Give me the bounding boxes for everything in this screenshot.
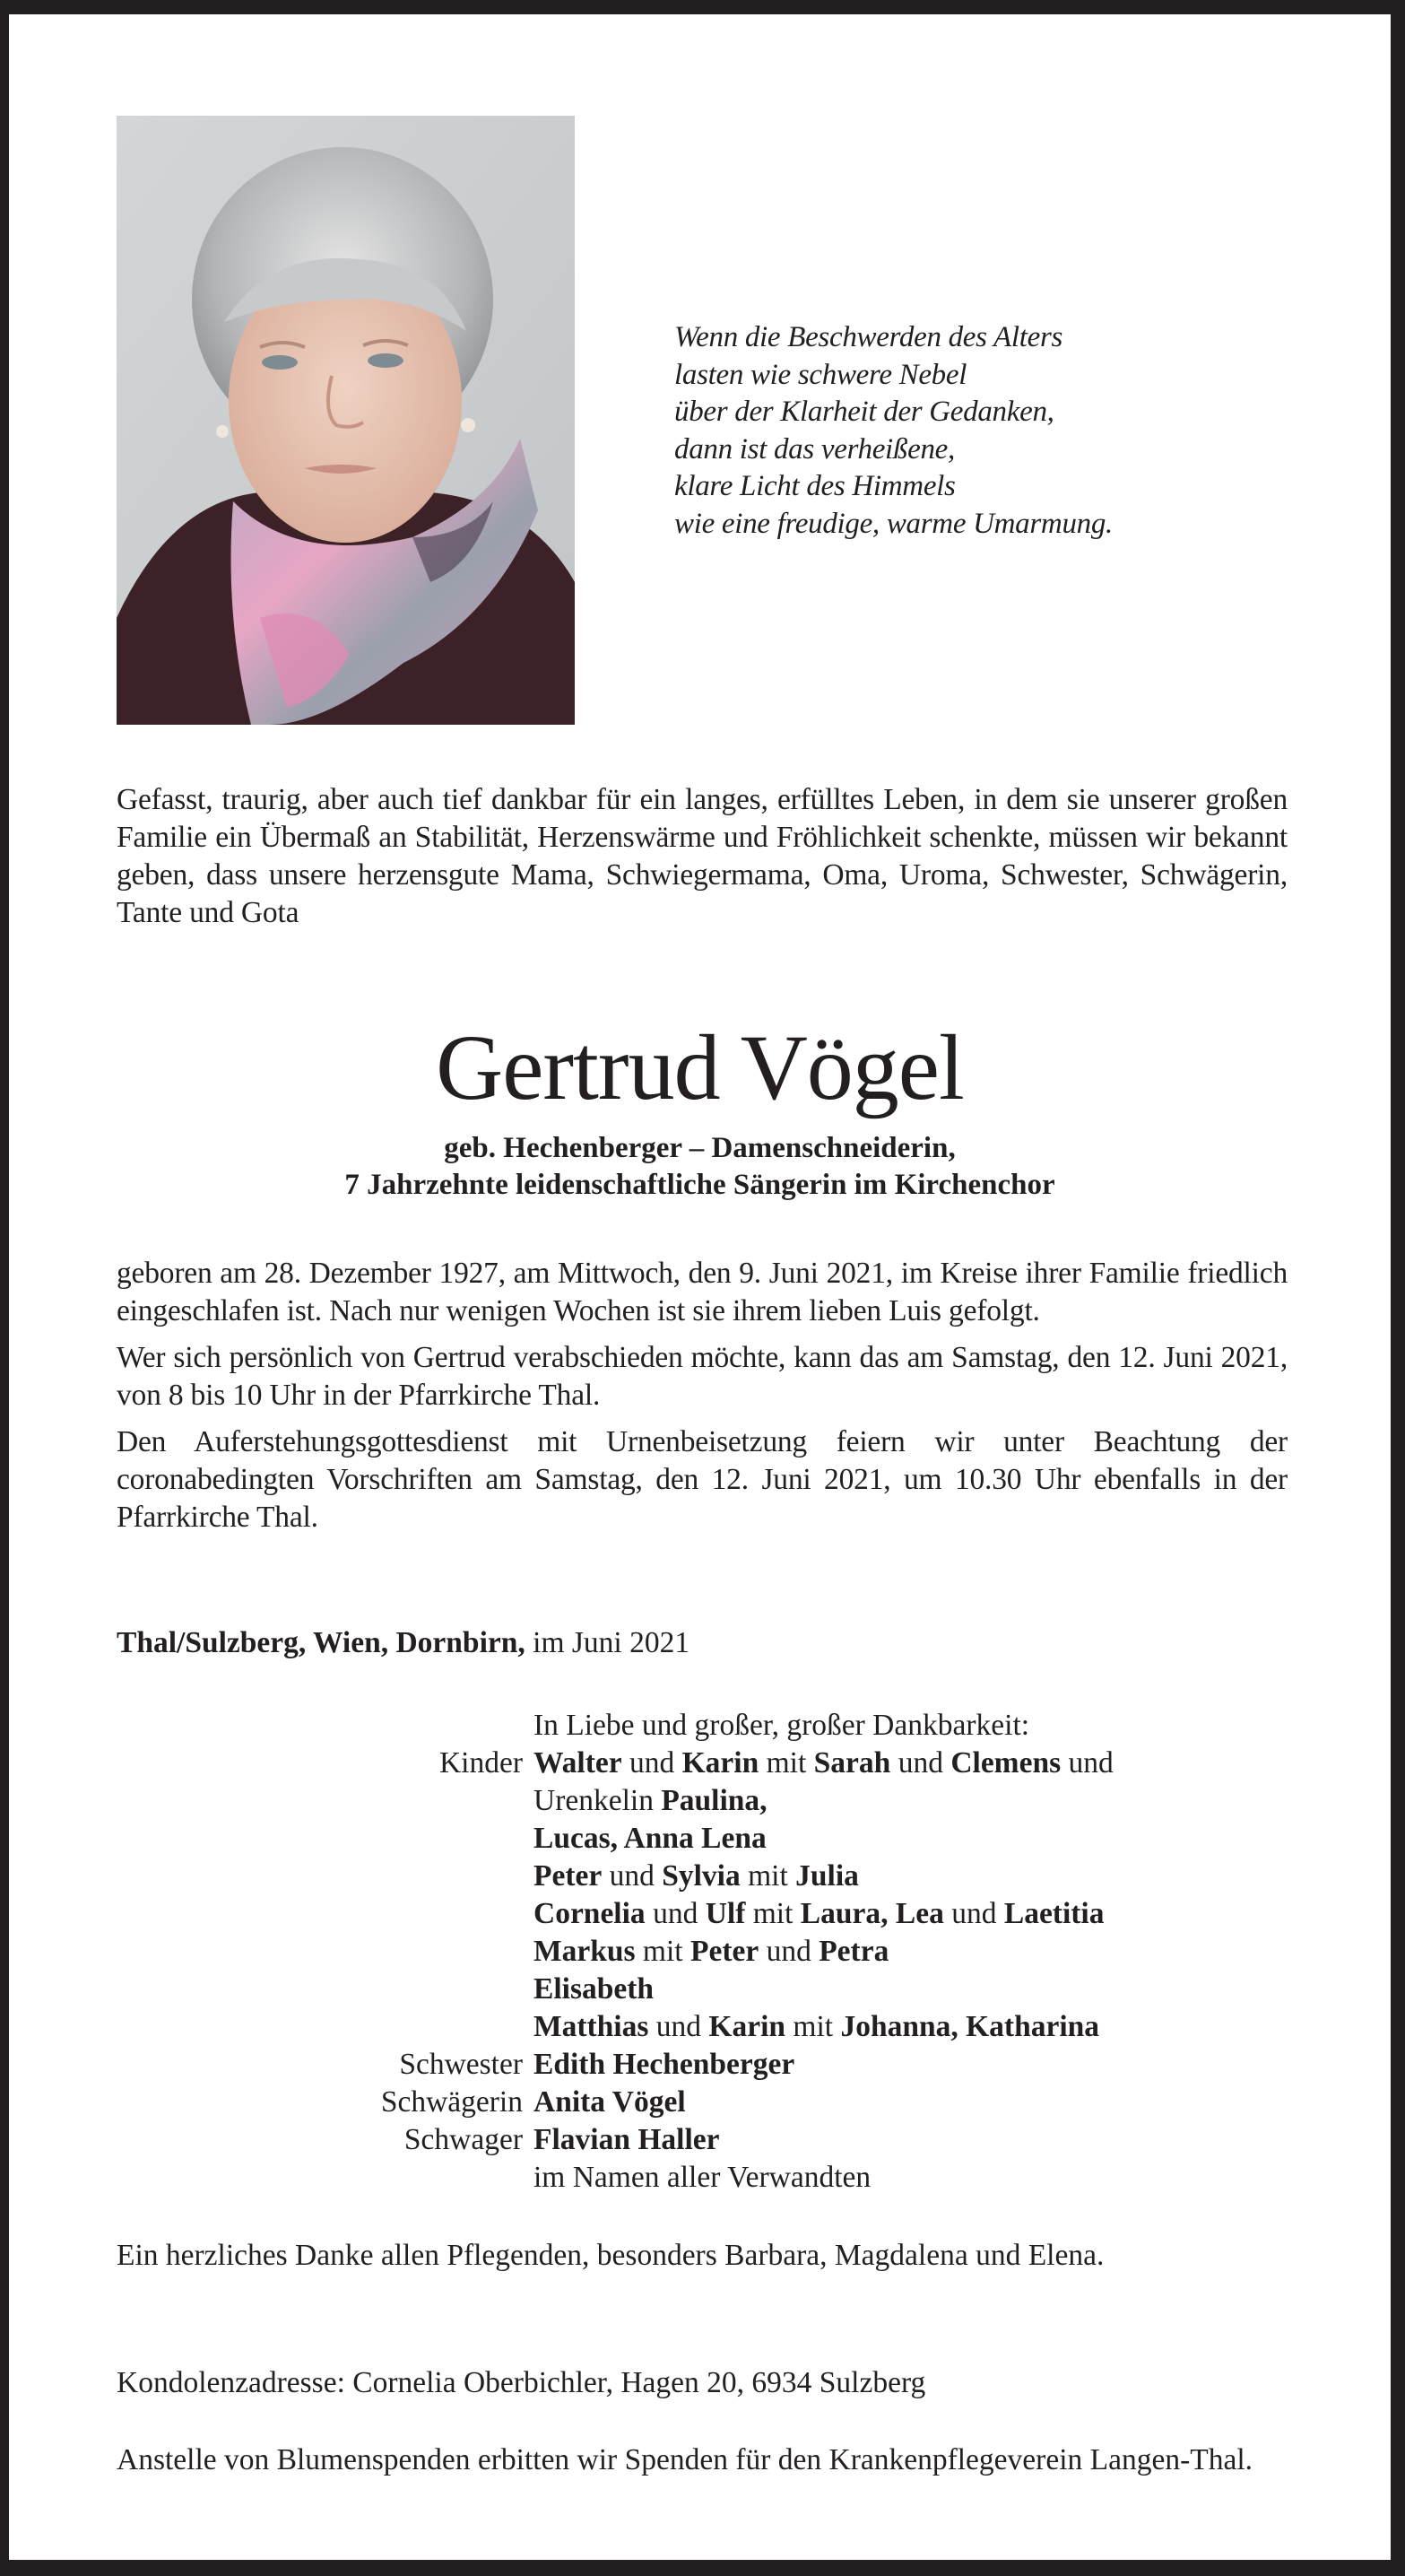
- mourner-name: Markus: [533, 1935, 636, 1968]
- subtitle-line: 7 Jahrzehnte leidenschaftliche Sängerin im Kirchenchor: [344, 1169, 1055, 1201]
- mourner-name: Edith Hechenberger: [533, 2048, 795, 2081]
- paragraph-death: geboren am 28. Dezember 1927, am Mittwoch, den 9. Juni 2021, im Kreise ihrer Familie friedlich eingeschlafen ist. Nach nur wenigen Wochen ist sie ihrem lieben Luis gefolgt.: [117, 1257, 1288, 1327]
- connector-text: mit: [745, 1897, 801, 1930]
- mourner-name: Cornelia: [533, 1897, 646, 1930]
- mourner-names: [533, 1782, 768, 1820]
- connector-text: und: [890, 1746, 951, 1780]
- portrait-photo: [117, 116, 575, 725]
- mourner-name: Petra: [819, 1935, 889, 1968]
- mourners-list: [350, 1745, 1114, 2197]
- poem-line: lasten wie schwere Nebel: [674, 358, 967, 391]
- mourner-name: Paulina,: [661, 1784, 768, 1817]
- mourner-relation: Schwager: [403, 2123, 523, 2156]
- mourner-names: [533, 2159, 871, 2197]
- deceased-name: Gertrud Vögel: [436, 1016, 964, 1119]
- mourner-name: Peter: [533, 1859, 603, 1893]
- mourner-relation: [350, 1933, 533, 1971]
- place-locations: Thal/Sulzberg, Wien, Dornbirn,: [117, 1626, 525, 1659]
- condolence-address: Kondolenzadresse: Cornelia Oberbichler, Hagen 20, 6934 Sulzberg: [117, 2366, 926, 2399]
- mourner-name: Karin: [708, 2010, 786, 2043]
- mourner-relation: [350, 2159, 533, 2197]
- intro-paragraph: Gefasst, traurig, aber auch tief dankbar für ein langes, erfülltes Leben, in dem sie unserer großen Familie ein Übermaß an Stabilität, Herzenswärme und Fröhlichkeit schenkte, müssen wir bekannt geben, dass unsere herzensgute Mama, Schwiegermama, Oma, Uroma, Schwester, Schwägerin, Tante und Gota: [117, 783, 1288, 929]
- mourner-names: [533, 2121, 720, 2159]
- mourner-relation: Schwester: [399, 2048, 523, 2081]
- connector-text: und: [1061, 1746, 1114, 1780]
- connector-text: im Namen aller Verwandten: [533, 2161, 872, 2194]
- mourner-row: [350, 2084, 1114, 2121]
- mourner-row: [350, 1782, 1114, 1820]
- mourner-relation: [350, 2008, 533, 2046]
- mourner-row: [350, 1858, 1114, 1895]
- connector-text: und: [621, 1746, 682, 1780]
- mourner-names: [533, 2008, 1099, 2046]
- paragraph-farewell: Wer sich persönlich von Gertrud verabschieden möchte, kann das am Samstag, den 12. Juni 2021, von 8 bis 10 Uhr in der Pfarrkirche Thal.: [117, 1341, 1288, 1412]
- obituary-page: [9, 14, 1391, 2560]
- place-date: im Juni 2021: [533, 1626, 690, 1659]
- mourner-relation: [350, 1971, 533, 2008]
- mourner-name: Anita Vögel: [533, 2085, 686, 2119]
- mourner-names: [533, 1745, 1114, 1782]
- mourner-name: Peter: [689, 1935, 759, 1968]
- connector-text: und: [602, 1859, 663, 1893]
- mourner-name: Laetitia: [1003, 1897, 1105, 1930]
- mourner-name: Elisabeth: [533, 1972, 655, 2006]
- subtitle-line: geb. Hechenberger – Damenschneiderin,: [444, 1132, 956, 1164]
- announcement-text: [117, 1255, 1288, 1545]
- mourner-name: Ulf: [705, 1897, 746, 1930]
- mourner-name: Sarah: [813, 1746, 891, 1780]
- mourner-names: [533, 1858, 859, 1895]
- mourner-row: [350, 1745, 1114, 1782]
- place-date-line: [117, 1624, 689, 1662]
- mourner-name: Karin: [681, 1746, 759, 1780]
- name-subtitle: [9, 1130, 1391, 1204]
- mourner-name: Matthias: [533, 2010, 649, 2043]
- mourner-names: [533, 2084, 686, 2121]
- connector-text: Urenkelin: [533, 1784, 662, 1817]
- mourner-names: [533, 2046, 794, 2084]
- mourner-relation: [350, 1820, 533, 1858]
- mourner-names: [533, 1820, 767, 1858]
- mourner-row: [350, 2159, 1114, 2197]
- mourner-relation: Kinder: [438, 1746, 523, 1780]
- poem-line: dann ist das verheißene,: [674, 432, 955, 466]
- portrait-image: [117, 116, 575, 725]
- paragraph-service: Den Auferstehungsgottesdienst mit Urnenbeisetzung feiern wir unter Beachtung der coronabedingten Vorschriften am Samstag, den 12. Juni 2021, um 10.30 Uhr ebenfalls in der Pfarrkirche Thal.: [117, 1425, 1288, 1534]
- mourner-names: [533, 1933, 889, 1971]
- poem-line: klare Licht des Himmels: [674, 470, 956, 502]
- mourner-row: [350, 2121, 1114, 2159]
- connector-text: mit: [759, 1746, 814, 1780]
- mourner-relation: [350, 1895, 533, 1933]
- closing-thanks: Ein herzliches Danke allen Pflegenden, besonders Barbara, Magdalena und Elena.: [117, 2239, 1105, 2272]
- mourner-relation: [350, 1858, 533, 1895]
- mourner-row: [350, 1933, 1114, 1971]
- poem-line: wie eine freudige, warme Umarmung.: [674, 507, 1114, 540]
- mourner-row: [350, 2008, 1114, 2046]
- thanks-heading: In Liebe und großer, großer Dankbarkeit:: [533, 1709, 1030, 1742]
- mourner-name: Julia: [795, 1859, 859, 1893]
- poem-line: Wenn die Beschwerden des Alters: [674, 321, 1063, 353]
- mourner-names: [533, 1971, 654, 2008]
- connector-text: und: [759, 1935, 820, 1968]
- poem-line: über der Klarheit der Gedanken,: [674, 396, 1054, 428]
- mourner-row: [350, 1895, 1114, 1933]
- mourner-name: Laura, Lea: [800, 1897, 944, 1930]
- mourner-name: Walter: [533, 1746, 622, 1780]
- connector-text: mit: [740, 1859, 796, 1893]
- donation-request: Anstelle von Blumenspenden erbitten wir Spenden für den Krankenpflegeverein Langen-Thal.: [117, 2443, 1253, 2476]
- connector-text: mit: [635, 1935, 690, 1968]
- connector-text: und: [648, 2010, 709, 2043]
- connector-text: und: [645, 1897, 706, 1930]
- poem: [674, 319, 1113, 543]
- mourner-row: [350, 1820, 1114, 1858]
- mourner-name: Flavian Haller: [533, 2123, 720, 2156]
- mourner-name: Clemens: [950, 1746, 1062, 1780]
- mourner-names: [533, 1895, 1104, 1933]
- mourner-name: Sylvia: [662, 1859, 741, 1893]
- connector-text: und: [943, 1897, 1004, 1930]
- mourner-relation: Schwägerin: [380, 2085, 523, 2119]
- connector-text: mit: [785, 2010, 841, 2043]
- mourner-row: [350, 1971, 1114, 2008]
- mourner-name: Lucas, Anna Lena: [533, 1822, 767, 1855]
- mourner-relation: [350, 1782, 533, 1820]
- mourner-row: [350, 2046, 1114, 2084]
- mourner-name: Johanna, Katharina: [840, 2010, 1100, 2043]
